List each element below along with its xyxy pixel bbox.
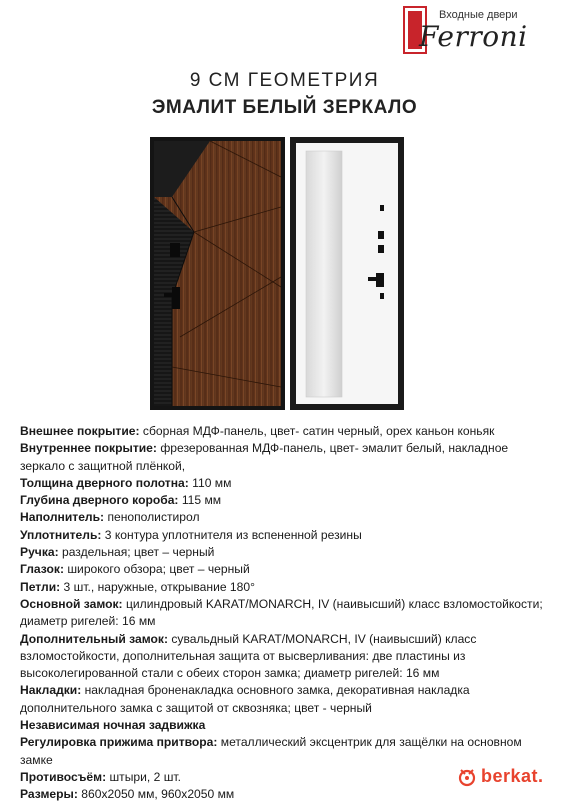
spec-value: 3 шт., наружные, открывание 180° — [60, 579, 255, 594]
specifications-list — [20, 423, 555, 804]
spec-label: Внутреннее покрытие: — [20, 441, 157, 456]
spec-value: пенополистирол — [104, 510, 200, 525]
spec-label: Противосъём: — [20, 769, 107, 784]
brand-logo — [403, 6, 553, 62]
brand-name: Ferroni — [419, 20, 528, 53]
spec-label: Уплотнитель: — [20, 527, 102, 542]
berkat-watermark — [457, 764, 562, 790]
spec-row — [20, 509, 555, 526]
door-inner-side-image — [290, 137, 404, 410]
spec-value: 3 контура уплотнителя из вспененной резины — [101, 527, 362, 542]
spec-label: Глубина дверного короба: — [20, 493, 179, 508]
spec-value: 110 мм — [188, 475, 232, 490]
spec-value: широкого обзора; цвет – черный — [64, 562, 250, 577]
spec-value: раздельная; цвет – черный — [58, 545, 215, 560]
spec-row — [20, 527, 555, 544]
spec-row — [20, 631, 555, 683]
spec-row — [20, 492, 555, 509]
spec-label: Дополнительный замок: — [20, 631, 168, 646]
spec-value: 115 мм — [178, 493, 222, 508]
door-outer-side-image — [150, 137, 285, 410]
spec-row — [20, 682, 555, 717]
spec-label: Толщина дверного полотна: — [20, 475, 189, 490]
spec-row — [20, 440, 555, 475]
page-title-line-2: ЭМАЛИТ БЕЛЫЙ ЗЕРКАЛО — [151, 97, 418, 118]
spec-value: накладная броненакладка основного замка, декоративная накладка дополнительного замка с защитой от сквозняка; цвет - черный — [20, 683, 470, 715]
spec-row — [20, 561, 555, 578]
spec-row — [20, 475, 555, 492]
spec-value: штыри, 2 шт. — [106, 769, 181, 784]
spec-label: Внешнее покрытие: — [20, 424, 140, 438]
berkat-text: berkat. — [481, 766, 544, 786]
spec-row — [20, 596, 555, 631]
spec-value: фрезерованная МДФ-панель, цвет- эмалит белый, накладное зеркало с защитной плёнкой, — [20, 441, 509, 473]
spec-label: Наполнитель: — [20, 510, 105, 525]
spec-label: Накладки: — [20, 683, 82, 698]
spec-row — [20, 717, 555, 734]
spec-label: Основной замок: — [20, 596, 123, 611]
spec-label: Независимая ночная задвижка — [20, 718, 206, 733]
spec-row — [20, 423, 555, 440]
spec-label: Глазок: — [20, 562, 64, 577]
spec-label: Ручка: — [20, 545, 59, 560]
spec-label: Петли: — [20, 579, 61, 594]
spec-value: цилиндровый KARAT/MONARCH, IV (наивысший) класс взломостойкости; диаметр ригелей: 16 мм — [20, 596, 543, 629]
spec-value: сборная МДФ-панель, цвет- сатин черный, орех каньон коньяк — [139, 424, 495, 438]
spec-value: сувальдный KARAT/MONARCH, IV (наивысший) класс взломостойкости, дополнительная защита от высверливания: две пластины из высоколегированной стали с обеих сторон замка; диаметр ригелей: 16 мм — [20, 631, 477, 681]
spec-row — [20, 544, 555, 561]
berkat-logo-icon — [457, 766, 477, 788]
spec-label: Регулировка прижима притвора: — [20, 735, 218, 750]
spec-value: металлический эксцентрик для защёлки на основном замке — [20, 735, 522, 767]
spec-value: 860х2050 мм, 960х2050 мм — [77, 787, 235, 802]
spec-label: Размеры: — [20, 787, 78, 802]
brand-tagline: Входные двери — [439, 9, 518, 21]
spec-row — [20, 579, 555, 596]
page-title-line-1: 9 СМ ГЕОМЕТРИЯ — [189, 70, 380, 91]
